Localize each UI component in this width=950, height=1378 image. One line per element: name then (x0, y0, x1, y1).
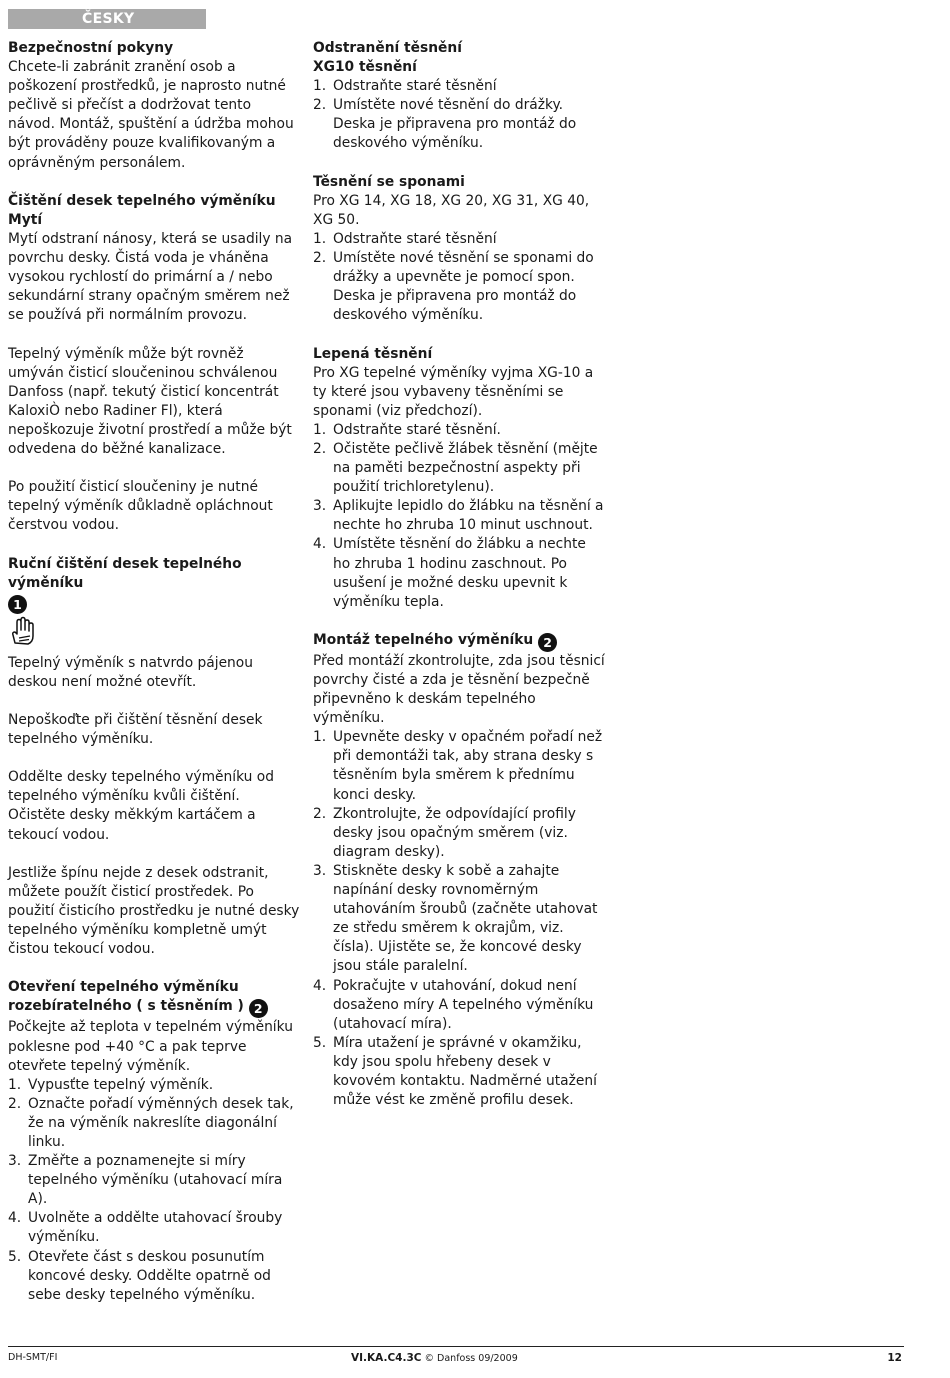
list-item: 3. Změřte a poznamenejte si míry tepelného výměníku (utahovací míra A). (8, 1153, 283, 1208)
language-header: ČESKY (8, 9, 206, 29)
list-item: 1. Vypusťte tepelný výměník. (8, 1076, 214, 1093)
list-item: 5. Míra utažení je správné v okamžiku, kdy jsou spolu hřebeny desek v kovovém kontaktu. Nadměrné utažení může vést ke změně profilu desek. (313, 1034, 597, 1109)
cleaning-paragraph: Po použití čisticí sloučeniny je nutné tepelný výměník důkladně opláchnout čerstvou vodou. (8, 479, 273, 534)
safety-title: Bezpečnostní pokyny (8, 40, 174, 56)
clip-seals-section (313, 173, 605, 326)
cleaning-subtitle: Mytí (8, 211, 43, 228)
glued-seals-section (313, 345, 605, 612)
glued-seals-steps (313, 421, 605, 612)
footer-divider (8, 1346, 904, 1347)
list-item: 2. Očistěte pečlivě žlábek těsnění (mějte na paměti bezpečnostní aspekty při použití trichloretylenu). (313, 440, 598, 496)
seal-removal-section (313, 39, 605, 154)
glued-seals-intro: Pro XG tepelné výměníky vyjma XG-10 a ty které jsou vybaveny těsněními se sponami (viz předchozí). (313, 364, 594, 419)
list-item: 4. Umístěte těsnění do žlábku a nechte ho zhruba 1 hodinu zaschnout. Po usušení je možné desku upevnit k výměníku tepla. (313, 536, 586, 610)
clip-seals-intro: Pro XG 14, XG 18, XG 20, XG 31, XG 40, XG 50. (313, 192, 590, 228)
opening-section (8, 978, 300, 1305)
list-item: 4. Pokračujte v utahování, dokud není dosaženo míry A tepelného výměníku (utahovací míra). (313, 977, 594, 1032)
right-column (313, 39, 605, 1110)
opening-title: Otevření tepelného výměníku (8, 979, 239, 996)
glued-seals-title: Lepená těsnění (313, 345, 433, 362)
manual-paragraph: Jestliže špínu nejde z desek odstranit, můžete použít čisticí prostředek. Po použití čisticího prostředku je nutné desky tepelného výměníku kompletně umýt čistou tekoucí vodou. (8, 864, 300, 958)
list-item: 5. Otevřete část s deskou posunutím koncové desky. Oddělte opatrně od sebe desky tepelného výměníku. (8, 1248, 271, 1303)
figure-number-badge: 1 (8, 595, 27, 614)
list-item: 1. Odstraňte staré těsnění. (313, 421, 501, 438)
list-item: 2. Zkontrolujte, že odpovídající profily desky jsou opačným směrem (viz. diagram desky). (313, 805, 576, 860)
cleaning-paragraph: Mytí odstraní nánosy, která se usadily na povrchu desky. Čistá voda je vháněna vysokou rychlostí do primární a / nebo sekundární strany opačným směrem než se používá při normálním provozu. (8, 230, 293, 324)
safety-text: Chcete-li zabránit zranění osob a poškození prostředků, je naprosto nutné pečlivě si přečíst a dodržovat tento návod. Montáž, spuštění a údržba mohou být prováděny pouze kvalifikovaným a oprávněným personálem. (8, 59, 294, 171)
list-item: 1. Upevněte desky v opačném pořadí než při demontáži tak, aby strana desky s těsněním byla směrem k přednímu konci desky. (313, 729, 603, 803)
seal-removal-subtitle: XG10 těsnění (313, 59, 417, 76)
manual-paragraph: Oddělte desky tepelného výměníku od tepelného výměníku kvůli čištění. Očistěte desky měkkým kartáčem a tekoucí vodou. (8, 769, 274, 843)
list-item: 1. Odstraňte staré těsnění (313, 78, 497, 95)
footer-code: VI.KA.C4.3C © Danfoss 09/2009 (351, 1352, 518, 1364)
cleaning-paragraph: Tepelný výměník může být rovněž umýván čisticí sloučeninou schválenou Danfoss (např. tekutý čisticí koncentrát KaloxiÒ nebo Radiner Fl), která nepoškozuje životní prostředí a může být odvedena do běžné kanalizace. (8, 345, 292, 457)
hand-icon (10, 616, 36, 646)
cleaning-title: Čištění desek tepelného výměníku (8, 192, 276, 209)
seal-removal-title: Odstranění těsnění (313, 40, 462, 56)
figure-number-badge: 2 (538, 633, 557, 652)
manual-cleaning-section (8, 555, 300, 960)
page-number: 12 (887, 1352, 902, 1364)
manual-paragraph: Tepelný výměník s natvrdo pájenou deskou není možné otevřít. (8, 654, 253, 690)
list-item: 2. Označte pořadí výměnných desek tak, že na výměník nakreslíte diagonální linku. (8, 1095, 294, 1150)
footer-document-id: DH-SMT/FI (8, 1352, 58, 1363)
list-item: 4. Uvolněte a oddělte utahovací šrouby výměníku. (8, 1210, 283, 1246)
clip-seals-title: Těsnění se sponami (313, 173, 465, 190)
list-item: 1. Odstraňte staré těsnění (313, 230, 497, 247)
opening-steps-list (8, 1076, 300, 1305)
assembly-intro: Před montáží zkontrolujte, zda jsou těsnicí povrchy čisté a zda je těsnění bezpečně připevněno k deskám tepelného výměníku. (313, 652, 605, 727)
clip-seals-steps (313, 230, 605, 325)
cleaning-section (8, 192, 300, 536)
seal-removal-steps (313, 77, 605, 153)
list-item: 3. Stiskněte desky k sobě a zahajte napínání desky rovnoměrným utahováním šroubů (začněte utahovat ze středu směrem k okrajům, viz. čísla). Ujistěte se, že koncové desky jsou stále paralelní. (313, 862, 598, 975)
opening-intro: Počkejte až teplota v tepelném výměníku poklesne pod +40 °C a pak teprve otevřete tepelný výměník. (8, 1019, 293, 1074)
list-item: 2. Umístěte nové těsnění do drážky. Deska je připravena pro montáž do deskového výměníku. (313, 97, 577, 152)
manual-cleaning-title: Ruční čištění desek tepelného výměníku (8, 555, 242, 591)
assembly-section (313, 631, 605, 1110)
list-item: 2. Umístěte nové těsnění se sponami do drážky a upevněte je pomocí spon. Deska je připravena pro montáž do deskového výměníku. (313, 250, 594, 324)
assembly-steps (313, 728, 605, 1110)
assembly-title: Montáž tepelného výměníku 2 (313, 631, 605, 652)
manual-paragraph: Nepoškoďte při čištění těsnění desek tepelného výměníku. (8, 712, 263, 748)
safety-section (8, 39, 300, 173)
left-column (8, 39, 300, 1305)
opening-title-line2: rozebíratelného ( s těsněním ) 2 (8, 997, 300, 1018)
list-item: 3. Aplikujte lepidlo do žlábku na těsnění a nechte ho zhruba 10 minut uschnout. (313, 498, 604, 534)
figure-number-badge: 2 (249, 999, 268, 1018)
